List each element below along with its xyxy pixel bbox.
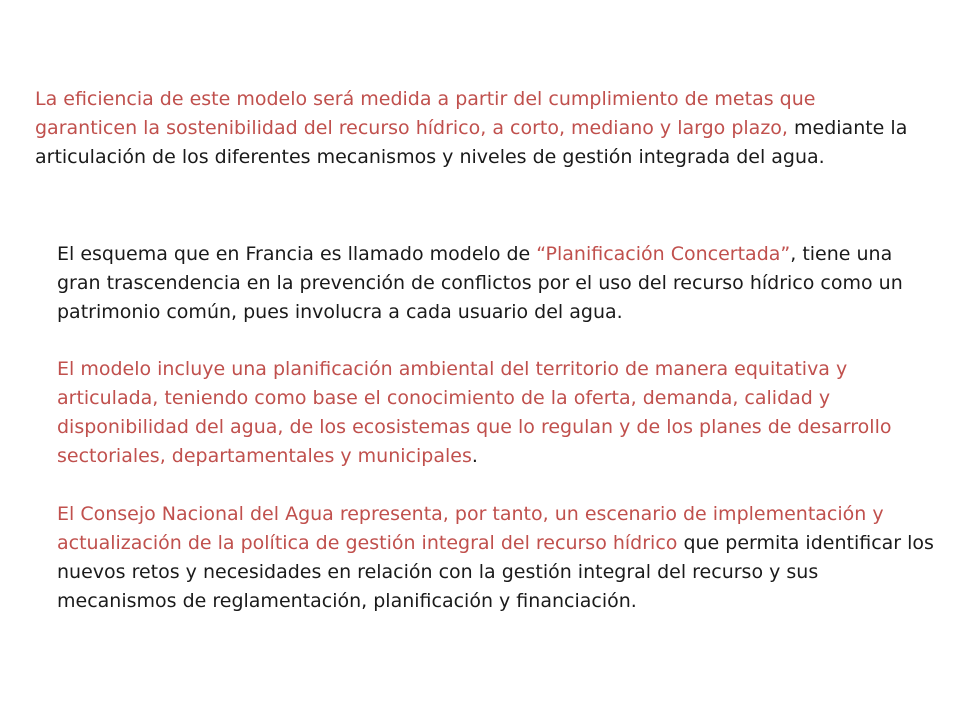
paragraph-planning-red-text: El modelo incluye una planificación ambiental del territorio de manera equitativa y articulada, teniendo como base el conocimiento de la oferta, demanda, calidad y disponibilidad del agua, de los ecosistemas que lo regulan y de los planes de desarrollo sectoriales, departamentales y municipales: [57, 358, 892, 467]
paragraph-efficiency-dark-text: mediante la articulación de los diferentes mecanismos y niveles de gestión integrada del agua.: [35, 117, 908, 168]
paragraph-council-dark-text: que permita identificar los nuevos retos y necesidades en relación con la gestión integral del recurso y sus mecanismos de reglamentación, planificación y financiación.: [57, 532, 934, 612]
paragraph-france-model: [57, 240, 937, 327]
paragraph-national-council: [57, 500, 937, 616]
paragraph-planning: [57, 355, 937, 471]
paragraph-efficiency: [35, 85, 915, 172]
paragraph-planning-period: .: [471, 445, 478, 467]
paragraph-council-red-text: El Consejo Nacional del Agua representa, por tanto, un escenario de implementación y actualización de la política de gestión integral del recurso hídrico: [57, 503, 884, 554]
paragraph-france-text-before: El esquema que en Francia es llamado modelo de: [57, 243, 537, 265]
paragraph-efficiency-red-text: La eficiencia de este modelo será medida a partir del cumplimiento de metas que garanticen la sostenibilidad del recurso hídrico, a corto, mediano y largo plazo,: [35, 88, 816, 139]
paragraph-france-text-after: , tiene una gran trascendencia en la prevención de conflictos por el uso del recurso hídrico como un patrimonio común, pues involucra a cada usuario del agua.: [57, 243, 903, 323]
paragraph-france-quoted-term: “Planificación Concertada”: [536, 243, 791, 265]
